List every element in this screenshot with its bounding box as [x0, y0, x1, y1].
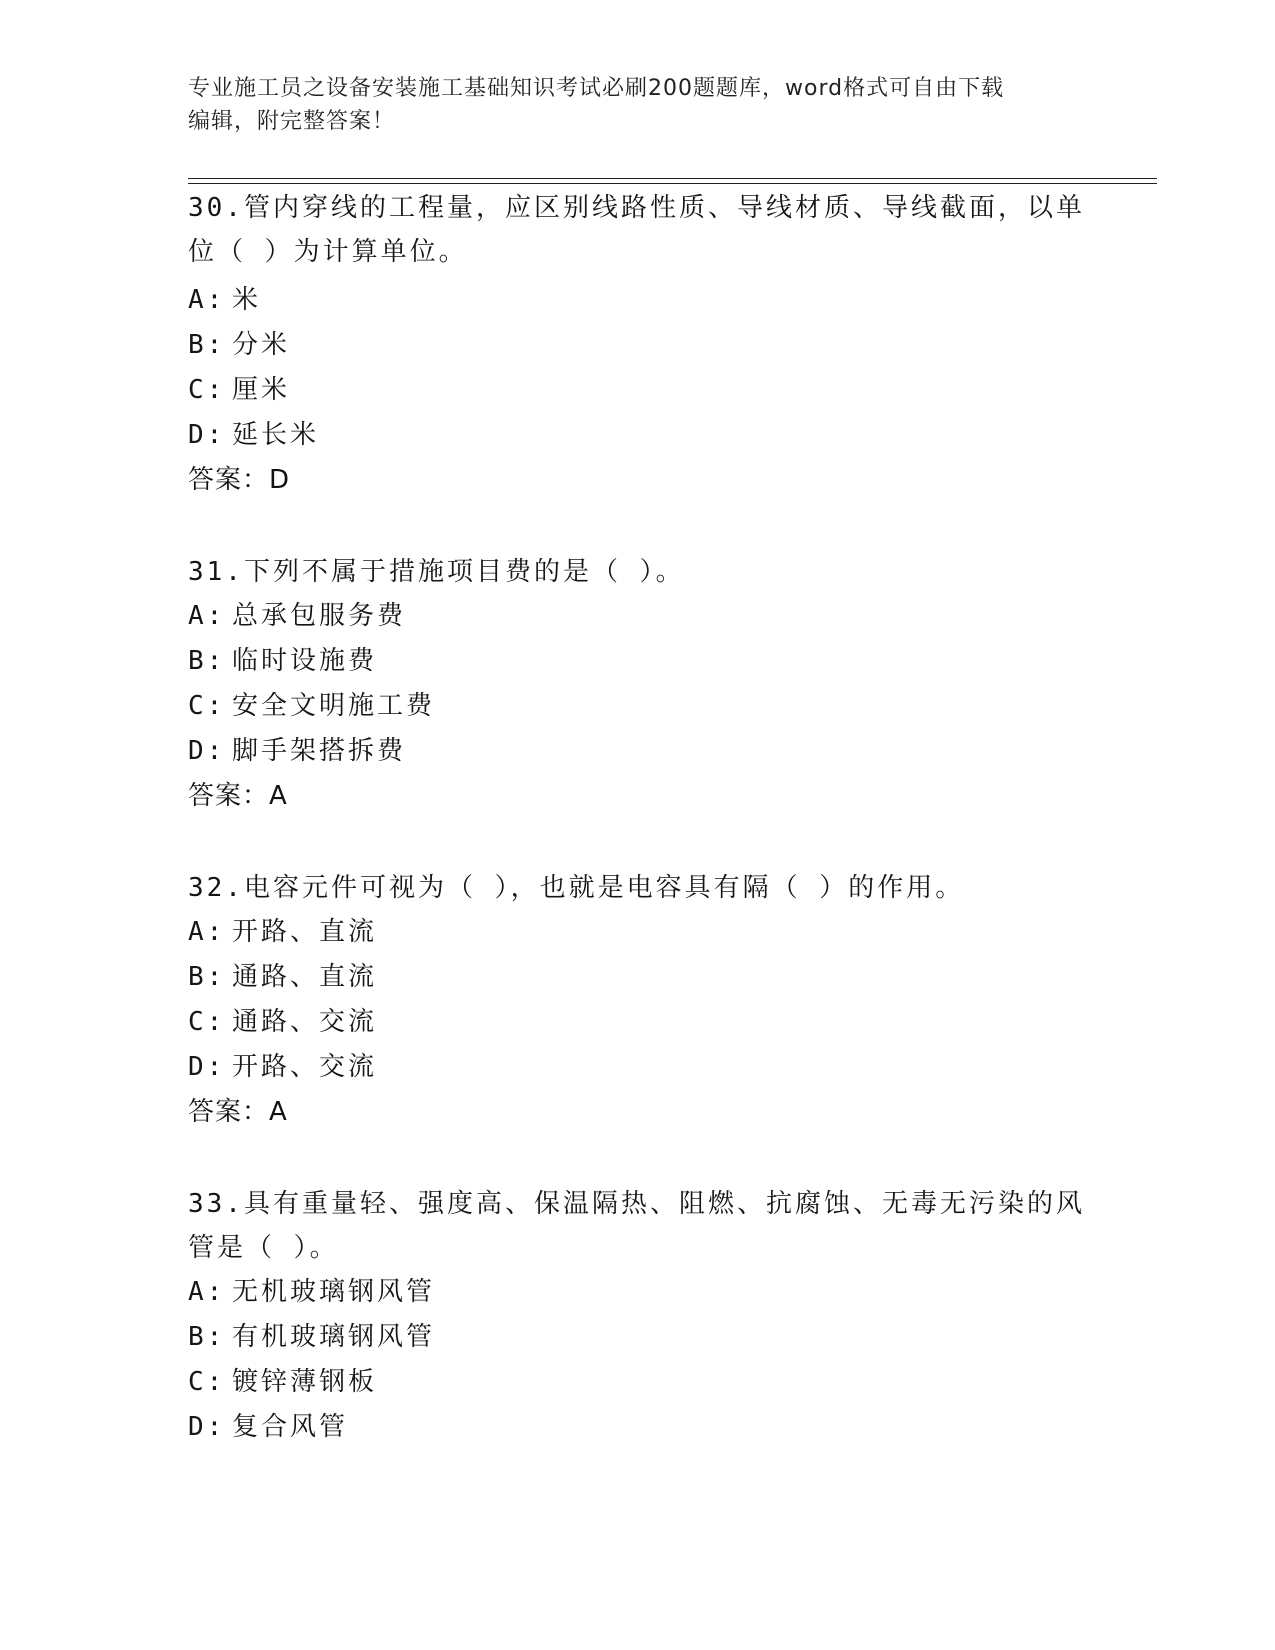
question-32-option-d: [188, 1049, 377, 1085]
question-32-option-a: [188, 914, 377, 950]
option-text: 分米: [232, 330, 291, 360]
option-text: 通路、交流: [232, 1007, 378, 1037]
question-32-answer: 答案：A: [188, 1097, 288, 1127]
question-33-stem: [188, 1182, 1088, 1270]
question-33-option-c: [188, 1364, 377, 1400]
question-31-option-b: [188, 643, 377, 679]
option-letter: C:: [188, 691, 226, 721]
option-letter: D:: [188, 1052, 226, 1082]
question-31-stem: [188, 550, 1088, 594]
option-text: 无机玻璃钢风管: [232, 1277, 436, 1307]
option-text: 通路、直流: [232, 962, 378, 992]
question-30-option-d: [188, 417, 319, 453]
option-text: 厘米: [232, 375, 291, 405]
question-30-stem: [188, 186, 1088, 274]
option-letter: A:: [188, 1277, 226, 1307]
question-33-option-a: [188, 1274, 435, 1310]
option-letter: A:: [188, 601, 226, 631]
option-letter: C:: [188, 1007, 226, 1037]
option-letter: B:: [188, 646, 226, 676]
option-letter: C:: [188, 375, 226, 405]
question-33-option-b: [188, 1319, 435, 1355]
question-30-option-b: [188, 327, 290, 363]
option-text: 镀锌薄钢板: [232, 1367, 378, 1397]
option-letter: B:: [188, 1322, 226, 1352]
question-33-stem-line-2: 管是（ ）。: [188, 1233, 339, 1263]
header-line-2: 编辑，附完整答案！: [188, 109, 396, 134]
question-32-stem-line-1: 32.电容元件可视为（ ），也就是电容具有隔（ ）的作用。: [188, 873, 965, 903]
question-33-stem-line-1: 33.具有重量轻、强度高、保温隔热、阻燃、抗腐蚀、无毒无污染的风: [188, 1189, 1085, 1219]
option-letter: C:: [188, 1367, 226, 1397]
option-text: 有机玻璃钢风管: [232, 1322, 436, 1352]
question-31-answer: 答案：A: [188, 781, 288, 811]
header-divider-top: [188, 178, 1157, 179]
question-31-stem-line-1: 31.下列不属于措施项目费的是（ ）。: [188, 557, 685, 587]
option-letter: D:: [188, 420, 226, 450]
question-32-option-c: [188, 1004, 377, 1040]
question-30-option-a: [188, 282, 261, 318]
option-letter: D:: [188, 1412, 226, 1442]
option-text: 开路、交流: [232, 1052, 378, 1082]
question-30-stem-line-2: 位（ ）为计算单位。: [188, 237, 468, 267]
option-text: 临时设施费: [232, 646, 378, 676]
question-30-answer: 答案：D: [188, 465, 291, 495]
option-text: 延长米: [232, 420, 320, 450]
option-text: 安全文明施工费: [232, 691, 436, 721]
option-letter: B:: [188, 330, 226, 360]
question-31-option-c: [188, 688, 435, 724]
option-text: 脚手架搭拆费: [232, 736, 407, 766]
option-text: 米: [232, 285, 262, 315]
option-text: 复合风管: [232, 1412, 349, 1442]
option-letter: A:: [188, 917, 226, 947]
question-30-stem-line-1: 30.管内穿线的工程量，应区别线路性质、导线材质、导线截面，以单: [188, 193, 1085, 223]
question-30-option-c: [188, 372, 290, 408]
question-33-option-d: [188, 1409, 348, 1445]
question-32-stem: [188, 866, 1088, 910]
option-text: 开路、直流: [232, 917, 378, 947]
header-divider-bottom: [188, 183, 1157, 184]
question-31-option-d: [188, 733, 406, 769]
option-letter: A:: [188, 285, 226, 315]
question-32-option-b: [188, 959, 377, 995]
option-letter: D:: [188, 736, 226, 766]
question-31-option-a: [188, 598, 406, 634]
document-header: [188, 72, 1068, 138]
option-text: 总承包服务费: [232, 601, 407, 631]
option-letter: B:: [188, 962, 226, 992]
header-line-1: 专业施工员之设备安装施工基础知识考试必刷200题题库，word格式可自由下载: [188, 76, 1005, 101]
